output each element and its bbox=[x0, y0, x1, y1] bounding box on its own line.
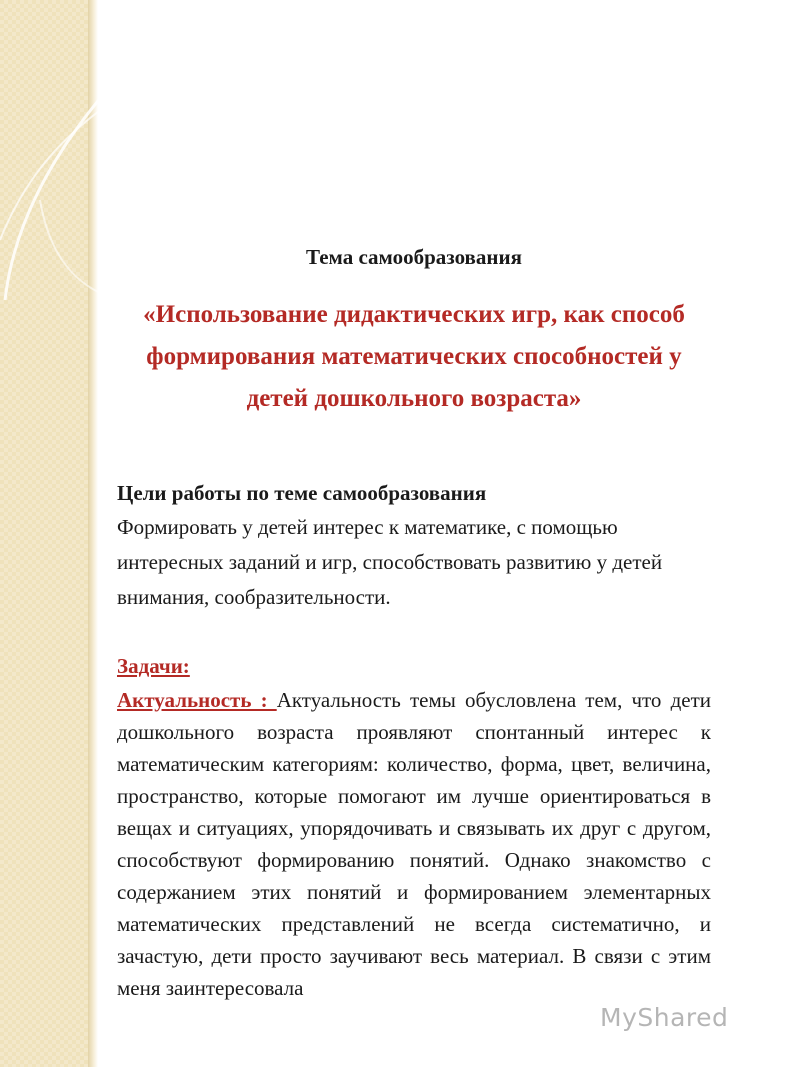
decorative-swirl-icon bbox=[0, 0, 200, 340]
relevance-label: Актуальность : bbox=[117, 688, 277, 712]
goals-heading: Цели работы по теме самообразования bbox=[117, 481, 487, 505]
relevance-text: Актуальность темы обусловлена тем, что дети дошкольного возраста проявляют спонтанный интерес к математическим категориям: количество, форма, цвет, величина, пространство, которые помогают им лучше ориентироваться в вещах и ситуациях, упорядочивать и связывать их друг с другом, способствуют формированию понятий. Однако знакомство с содержанием этих понятий и формированием элементарных математических представлений не всегда систематично, и зачастую, дети просто заучивают весь материал. В связи с этим меня заинтересовала bbox=[117, 688, 711, 1000]
topic-title: «Использование дидактических игр, как способ формирования математических способностей у детей дошкольного возраста» bbox=[143, 301, 685, 412]
relevance-paragraph bbox=[117, 684, 711, 1004]
topic-label: Тема самообразования bbox=[306, 245, 522, 269]
goals-text: Формировать у детей интерес к математике, с помощью интересных заданий и игр, способствовать развитию у детей внимания, сообразительности. bbox=[117, 515, 663, 609]
watermark-logo: MyShared bbox=[600, 1003, 729, 1032]
tasks-heading: Задачи: bbox=[117, 654, 190, 678]
